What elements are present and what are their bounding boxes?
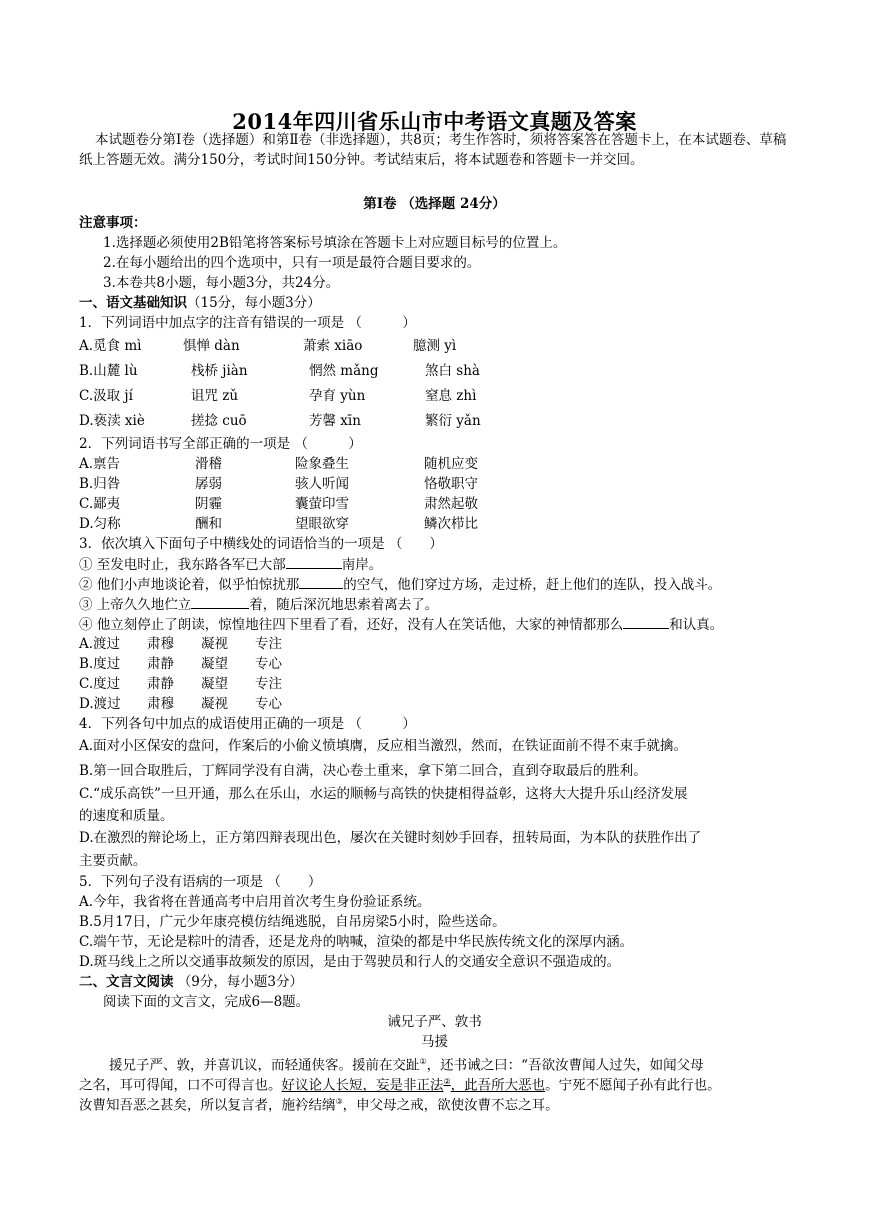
q4-stem: 4．下列各句中加点的成语使用正确的一项是 （ ）	[79, 716, 416, 732]
q3-s2-text-end: 的空气，他们穿过方场，走过桥，赶上他们的连队，投入战斗。	[343, 577, 722, 593]
part1-heading: 第Ⅰ卷 （选择题 24分）	[363, 196, 506, 212]
q5-option-b: B.5月17日，广元少年康亮模仿结绳逃脱，自吊房梁5小时，险些送命。	[79, 914, 506, 930]
q3-cell: B.度过	[79, 656, 121, 672]
q1-cell: A.觅食 mì	[79, 338, 142, 354]
q3-cell: 凝望	[201, 656, 228, 672]
q3-cell: 凝视	[201, 636, 228, 652]
q5-option-c: C.端午节，无论是粽叶的清香，还是龙舟的呐喊，渲染的都是中华民族传统文化的深厚内涵。	[79, 934, 634, 950]
q5-option-d: D.斑马线上之所以交通事故频发的原因，是由于驾驶员和行人的交通安全意识不强造成的。	[79, 954, 621, 970]
q3-sentence-1	[79, 554, 382, 575]
q3-s4-text: ④ 他立刻停止了朗读，惊惶地往四下里看了看，还好，没有人在笑话他，大家的神情都那么	[79, 617, 624, 633]
q3-s3-text: ③ 上帝久久地伫立	[79, 597, 192, 613]
q3-cell: 专注	[255, 676, 282, 692]
q1-cell: 臆测 yì	[413, 338, 457, 354]
q3-cell: C.度过	[79, 676, 121, 692]
q3-cell: 专注	[255, 636, 282, 652]
notes-heading: 注意事项：	[79, 215, 147, 231]
q3-cell: 凝望	[201, 676, 228, 692]
fill-blank	[191, 594, 249, 609]
q2-cell: 阴霾	[195, 496, 222, 512]
q2-cell: 滑稽	[195, 456, 222, 472]
note-item: 3.本卷共8小题，每小题3分，共24分。	[103, 275, 340, 291]
note-item: 2.在每小题给出的四个选项中，只有一项是最符合题目要求的。	[103, 255, 481, 271]
q5-option-a: A.今年，我省将在普通高考中启用首次考生身份验证系统。	[79, 894, 431, 910]
q4-option-d: D.在激烈的辩论场上，正方第四辩表现出色，屡次在关键时刻妙手回春，扭转局面，为本队的获胜作出了	[79, 830, 702, 846]
q2-cell: 囊萤印雪	[295, 496, 349, 512]
q1-cell: 窒息 zhì	[425, 388, 477, 404]
q3-cell: 专心	[255, 656, 282, 672]
passage-text: 汝曹知吾恶之甚矣，所以复言者，施衿结缡	[79, 1097, 336, 1114]
q1-cell: 芳馨 xīn	[309, 413, 361, 429]
q1-cell: C.汲取 jí	[79, 388, 133, 404]
q3-cell: 肃穆	[147, 696, 174, 712]
q2-cell: 骇人听闻	[295, 476, 349, 492]
q3-s4-text-end: 和认真。	[669, 617, 724, 633]
q2-stem: 2．下列词语书写全部正确的一项是 （ ）	[79, 436, 362, 452]
section1-title: 一、语文基础知识	[79, 295, 187, 311]
q2-cell: 孱弱	[195, 476, 222, 492]
passage-text: ，申父母之戒，欲使汝曹不忘之耳。	[342, 1097, 559, 1114]
q1-cell: 诅咒 zǔ	[191, 388, 239, 404]
q1-cell: D.亵渎 xiè	[79, 413, 145, 429]
q4-option-a: A.面对小区保安的盘问，作案后的小偷义愤填膺，反应相当激烈，然而，在铁证面前不得不束手就擒。	[79, 738, 688, 754]
q1-stem: 1．下列词语中加点字的注音有错误的一项是 （ ）	[79, 315, 416, 331]
section2-title: 二、文言文阅读	[79, 974, 174, 990]
q1-cell: 惘然 mǎng	[309, 363, 379, 379]
passage-author: 马援	[421, 1034, 448, 1050]
section2-score: （9分，每小题3分）	[173, 974, 303, 990]
q4-option-d-cont: 主要贡献。	[79, 853, 147, 869]
q2-cell: 肃然起敬	[424, 496, 478, 512]
q4-option-b: B.第一回合取胜后，丁辉同学没有自满，决心卷土重来，拿下第二回合，直到夺取最后的胜利。	[79, 763, 647, 779]
q2-cell: 险象叠生	[295, 456, 349, 472]
q2-cell: D.匀称	[79, 516, 121, 532]
note-item: 1.选择题必须使用2B铅笔将答案标号填涂在答题卡上对应题目标号的位置上。	[103, 235, 567, 251]
fill-blank	[286, 554, 342, 569]
fill-blank	[623, 614, 669, 629]
q2-cell: A.禀告	[79, 456, 121, 472]
q3-s1-text-end: 南岸。	[341, 557, 383, 573]
footnote-mark: ①	[419, 1057, 427, 1066]
q4-option-c-cont: 的速度和质量。	[79, 808, 174, 824]
q1-cell: 繁衍 yǎn	[425, 413, 481, 429]
q3-cell: 凝视	[201, 696, 228, 712]
q3-cell: 专心	[255, 696, 282, 712]
passage-text: ，还书诫之曰：“吾欲汝曹闻人过失，如闻父母	[426, 1057, 704, 1074]
q3-cell: 肃静	[147, 676, 174, 692]
q1-cell: 搓捻 cuō	[191, 413, 247, 429]
q1-cell: B.山麓 lù	[79, 363, 138, 379]
passage-text: 。宁死不愿闻子孙有此行也。	[545, 1077, 721, 1094]
q2-cell: 恪敬职守	[424, 476, 478, 492]
q1-cell: 萧索 xiāo	[303, 338, 363, 354]
passage-text: 之名，耳可得闻，口不可得言也。	[79, 1077, 282, 1094]
reading-prompt: 阅读下面的文言文，完成6—8题。	[103, 994, 310, 1010]
q2-cell: C.鄙夷	[79, 496, 121, 512]
q3-s1-text: ① 至发电时止，我东路各军已大部	[79, 557, 286, 573]
q2-cell: 望眼欲穿	[295, 516, 349, 532]
underlined-sentence: 好议论人长短，妄是非正法	[281, 1077, 444, 1094]
q3-sentence-3	[79, 594, 438, 615]
q2-cell: B.归咎	[79, 476, 121, 492]
passage-line	[79, 1092, 559, 1116]
q3-cell: 肃穆	[147, 636, 174, 652]
q3-sentence-2	[79, 574, 721, 595]
q1-cell: 煞白 shà	[425, 363, 480, 379]
q3-cell: A.渡过	[79, 636, 121, 652]
q2-cell: 鳞次栉比	[424, 516, 478, 532]
page-title: 2014年四川省乐山市中考语文真题及答案	[232, 109, 637, 134]
q3-cell: 肃静	[147, 656, 174, 672]
footnote-mark: ③	[335, 1097, 343, 1106]
q1-cell: 惧惮 dàn	[183, 338, 240, 354]
q1-cell: 栈桥 jiàn	[191, 363, 248, 379]
q2-cell: 酬和	[195, 516, 222, 532]
section1-score: （15分，每小题3分）	[187, 295, 321, 311]
section1-heading	[79, 293, 321, 313]
section2-heading	[79, 972, 303, 992]
q3-sentence-4	[79, 614, 723, 635]
passage-title: 诫兄子严、敦书	[387, 1014, 482, 1030]
q4-option-c: C.“成乐高铁”一旦开通，那么在乐山，水运的顺畅与高铁的快捷相得益彰，这将大大提升乐山经济发展	[79, 786, 688, 802]
q3-s3-text-end: 着，随后深沉地思索着离去了。	[249, 597, 439, 613]
q1-cell: 孕育 yùn	[309, 388, 366, 404]
q5-stem: 5．下列句子没有语病的一项是 （ ）	[79, 874, 322, 890]
q3-s2-text: ② 他们小声地谈论着，似乎怕惊扰那	[79, 577, 300, 593]
passage-text: 援兄子严、敦，并喜讥议，而轻通侠客。援前在交趾	[109, 1057, 420, 1074]
q3-cell: D.渡过	[79, 696, 121, 712]
q3-stem: 3．依次填入下面句子中横线处的词语恰当的一项是 （ ）	[79, 536, 443, 552]
q2-cell: 随机应变	[424, 456, 478, 472]
intro-paragraph: 本试题卷分第Ⅰ卷（选择题）和第Ⅱ卷（非选择题），共8页；考生作答时，须将答案答在答题卡上，在本试题卷、草稿纸上答题无效。满分150分，考试时间150分钟。考试结束后，将本试题卷和答题卡一并交回。	[79, 132, 787, 168]
fill-blank	[299, 574, 343, 589]
underlined-sentence: ，此吾所大恶也	[450, 1077, 546, 1094]
footnote-mark: ②	[443, 1077, 451, 1086]
